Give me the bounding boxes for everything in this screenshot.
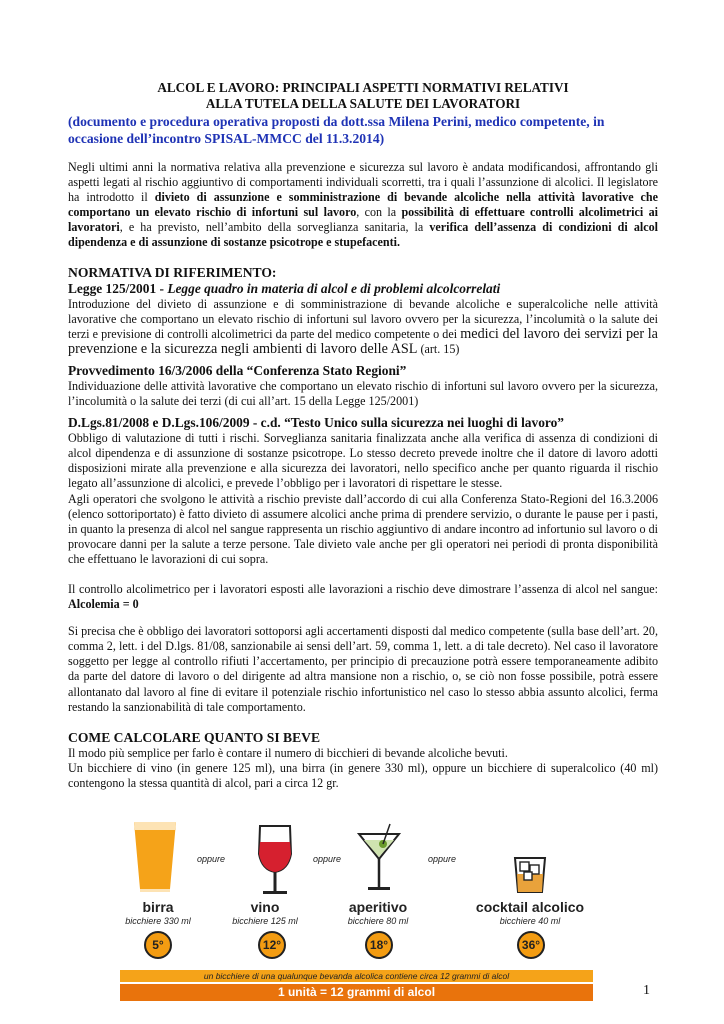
law1-title bbox=[68, 281, 658, 297]
martini-glass-icon bbox=[359, 824, 399, 890]
infographic-caption: un bicchiere di una qualunque bevanda alcolica contiene circa 12 grammi di alcol bbox=[120, 970, 593, 982]
degree-aperitivo: 18° bbox=[369, 938, 389, 952]
calcolo-heading: COME CALCOLARE QUANTO SI BEVE bbox=[68, 729, 321, 745]
law1-title-italic: Legge quadro in materia di alcol e di problemi alcolcorrelati bbox=[167, 280, 501, 296]
law3-text-1: Obbligo di valutazione di tutti i rischi. Sorveglianza sanitaria finalizzata anche alla verifica di assenza di condizioni di alcol dipendenza e di assunzione di sostanze psicotrope. Lo stesso decreto prevede inoltre che il datore di lavoro adotti disposizioni mirate alla prevenzione e alla sicurezza dei lavoratori, nello specifico anche per quanto riguarda il rischio legato all’assunzione di alcolici, e prevede l’obbligo per i lavoratori di rispettare le stesse. bbox=[68, 431, 658, 491]
alcohol-units-infographic bbox=[120, 814, 593, 1001]
intro-text-3: , e ha previsto, nell’ambito della sorveglianza sanitaria, la bbox=[119, 220, 430, 235]
law1-text-big: medici del lavoro dei servizi per la prevenzione e la sicurezza negli ambienti di lavoro delle ASL bbox=[68, 325, 658, 357]
controllo-text: Il controllo alcolimetrico per i lavoratori esposti alle lavorazioni a rischio deve dimostrare l’assenza di alcol nel sangue: bbox=[68, 581, 658, 596]
alcolemia-value: Alcolemia = 0 bbox=[68, 597, 139, 612]
intro-bold-3: verifica dell’assenza di condizioni di alcol dipendenza e di assunzione di sostanze psicotrope e stupefacenti. bbox=[68, 220, 658, 250]
oppure-label-3: oppure bbox=[427, 854, 457, 864]
law1-text bbox=[68, 297, 658, 357]
calcolo-line-2: Un bicchiere di vino (in genere 125 ml), una birra (in genere 330 ml), oppure un bicchiere di superalcolico (40 ml) contengono la stessa quantità di alcol, pari a circa 12 gr. bbox=[68, 760, 658, 790]
law1-text-body: Introduzione del divieto di assunzione e di somministrazione di bevande alcoliche e superalcoliche nelle attività lavorative che comportano un elevato rischio di infortuni sul lavoro ovvero per la sicurezza, l’incolumità o la salute dei terzi e previsione di controlli alcolimetrici da parte del medico competente o dei bbox=[68, 296, 658, 341]
degree-wine: 12° bbox=[262, 938, 282, 952]
title-line-2: ALLA TUTELA DELLA SALUTE DEI LAVORATORI bbox=[205, 96, 521, 111]
wine-glass-icon bbox=[259, 826, 291, 894]
intro-bold-2: possibilità di effettuare controlli alcolimetrici ai lavoratori bbox=[68, 205, 658, 235]
calcolo-line-1: Il modo più semplice per farlo è contare il numero di bicchieri di bevande alcoliche bevuti. bbox=[68, 745, 508, 760]
normativa-heading: NORMATIVA DI RIFERIMENTO: bbox=[68, 264, 277, 280]
degree-cocktail: 36° bbox=[521, 938, 541, 952]
intro-bold-1: divieto di assunzione e somministrazione di bevande alcoliche nella attività lavorative che comportano un elevato rischio di infortuni sul lavoro bbox=[68, 190, 658, 220]
law2-text: Individuazione delle attività lavorative che comportano un elevato rischio di infortuni sul lavoro ovvero per la sicurezza, l’incolumità o la salute dei terzi (di cui all’art. 15 della Legge 125/2001) bbox=[68, 378, 658, 409]
degree-beer: 5° bbox=[152, 938, 164, 952]
drink-volume-beer: bicchiere 330 ml bbox=[125, 916, 191, 926]
drink-name-aperitivo: aperitivo bbox=[348, 899, 408, 915]
drink-volume-aperitivo: bicchiere 80 ml bbox=[347, 916, 409, 926]
controllo-paragraph bbox=[68, 582, 658, 612]
drinks-illustration bbox=[120, 814, 593, 970]
obblighi-paragraph: Si precisa che è obbligo dei lavoratori sottoporsi agli accertamenti disposti dal medico competente (sulla base dell’art. 20, comma 2, lett. i del D.lgs. 81/08, sanzionabile ai sensi dell’art. 59, comma 1, lett. a di tale decreto). Nel caso il lavoratore soggetto per legge al controllo rifiuti l’accertamento, per principio di precauzione potrà essere temporaneamente adibito da parte del datore di lavoro o del dirigente ad altra mansione non a rischio, o, se ciò non fosse possibile, potrà essere allontanato dal lavoro al fine di evitare il potenziale rischio infortunistico nel caso lo stesso abbia assunto alcolici, ferma restando la sanzionabilità di tale comportamento. bbox=[68, 624, 658, 714]
drink-volume-cocktail: bicchiere 40 ml bbox=[499, 916, 561, 926]
intro-paragraph bbox=[68, 160, 658, 251]
drink-name-cocktail: cocktail alcolico bbox=[475, 899, 585, 915]
beer-glass-icon bbox=[134, 822, 176, 892]
title-line-1: ALCOL E LAVORO: PRINCIPALI ASPETTI NORMATIVI RELATIVI bbox=[157, 80, 569, 95]
tumbler-glass-icon bbox=[515, 858, 545, 892]
document-subtitle: (documento e procedura operativa proposti da dott.ssa Milena Perini, medico competente, in occasione dell’incontro SPISAL-MMCC del 11.3.2014) bbox=[68, 114, 605, 146]
document-title bbox=[68, 80, 658, 112]
law3-title: D.Lgs.81/2008 e D.Lgs.106/2009 - c.d. “Testo Unico sulla sicurezza nei luoghi di lavoro” bbox=[68, 415, 564, 431]
drink-name-wine: vino bbox=[250, 899, 280, 915]
drink-volume-wine: bicchiere 125 ml bbox=[232, 916, 298, 926]
document-page bbox=[68, 80, 658, 791]
law1-title-plain: Legge 125/2001 - bbox=[68, 280, 168, 296]
law1-text-end: (art. 15) bbox=[417, 341, 460, 356]
drink-name-beer: birra bbox=[142, 899, 174, 915]
oppure-label-2: oppure bbox=[312, 854, 342, 864]
law3-text-2: Agli operatori che svolgono le attività a rischio previste dall’accordo di cui alla Conferenza Stato-Regioni del 16.3.2006 (elenco sottoriportato) è fatto divieto di assumere alcolici anche prima di prendere servizio, o durante le pause per i pasti, in quanto la presenza di alcol nel sangue rappresenta un rischio aggiuntivo di andare incontro ad infortunio sul lavoro o di provocare danni per la salute a terze persone. Tale divieto vale anche per gli operatori nei periodi di pronta disponibilità che effettuano le lavorazioni di cui sopra. bbox=[68, 491, 658, 566]
page-number: 1 bbox=[643, 983, 650, 998]
intro-text-1: Negli ultimi anni la normativa relativa alla prevenzione e sicurezza sul lavoro è andata modificandosi, affrontando gli aspetti legati al rischio aggiuntivo di comportamenti individuali scorretti, tra i quali l’assunzione di alcolici. Il legislatore ha introdotto il bbox=[68, 160, 658, 205]
unit-bar: 1 unità = 12 grammi di alcol bbox=[120, 984, 593, 1001]
intro-text-2: , con la bbox=[356, 205, 402, 220]
law2-title: Provvedimento 16/3/2006 della “Conferenza Stato Regioni” bbox=[68, 362, 407, 378]
oppure-label-1: oppure bbox=[196, 854, 226, 864]
